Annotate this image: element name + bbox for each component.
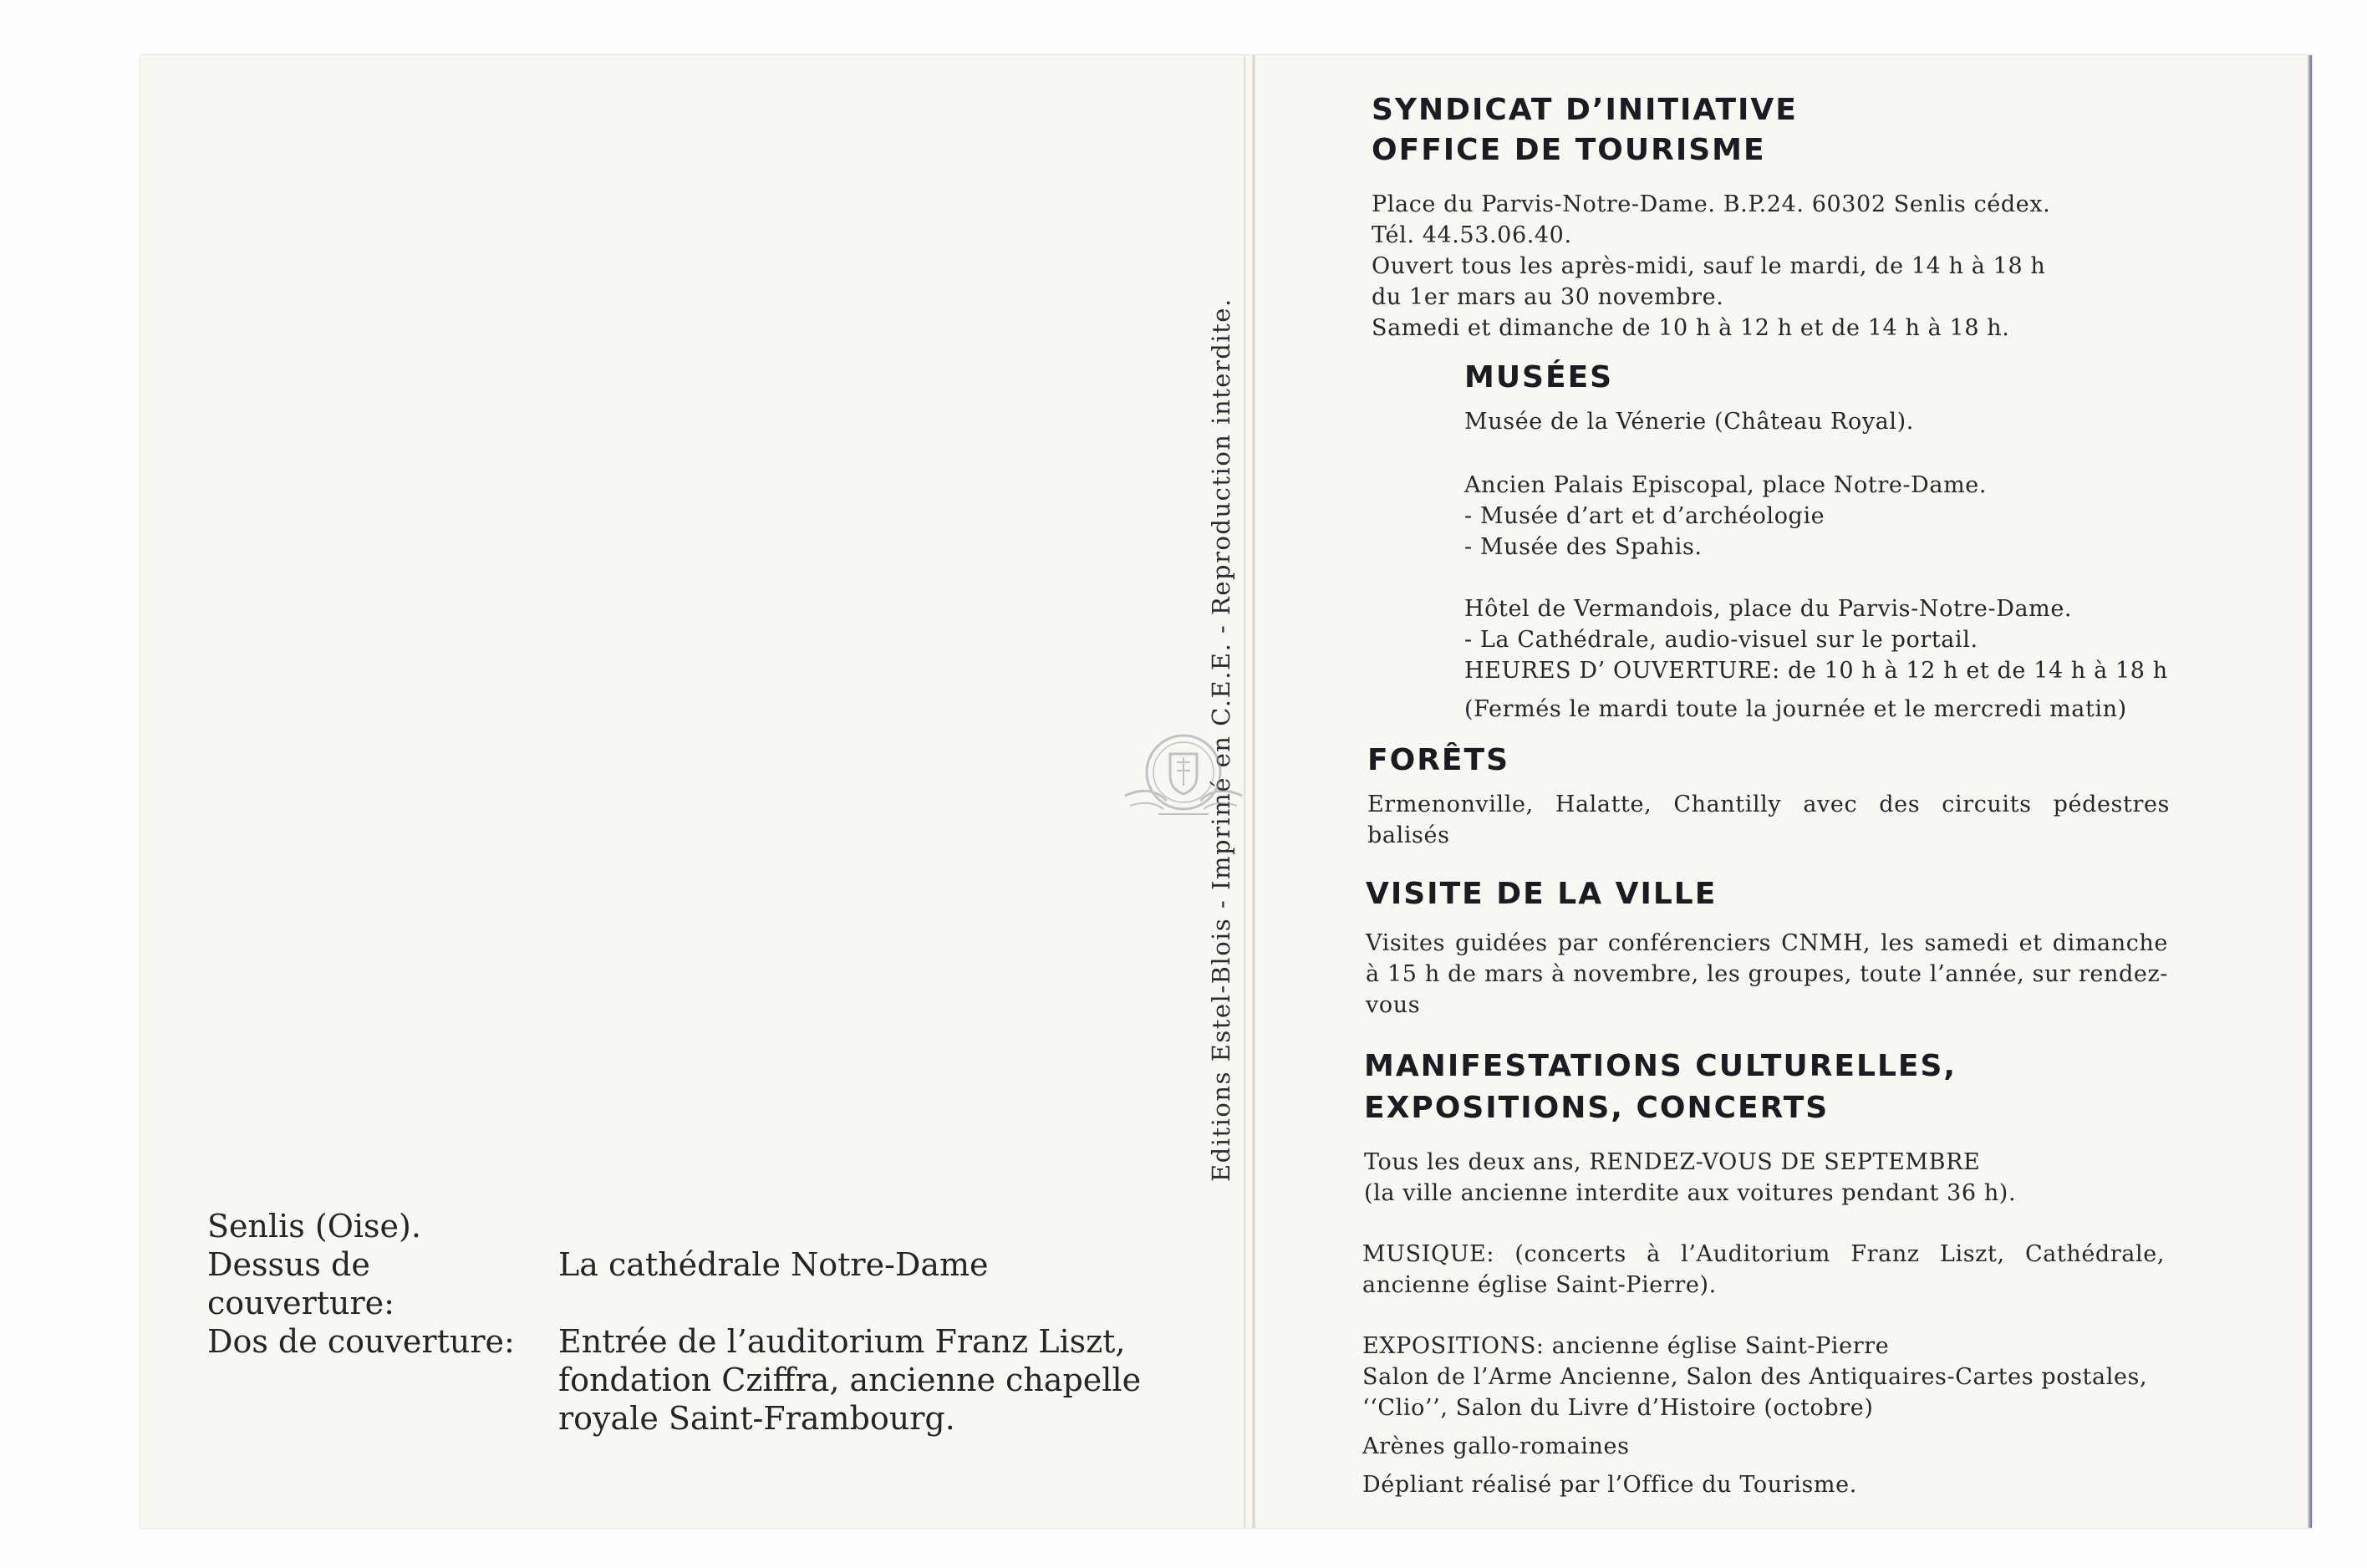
manifestations-arenes: Arènes gallo-romaines: [1362, 1433, 1630, 1459]
musees-note: (Fermés le mardi toute la journée et le mercredi matin): [1464, 696, 2127, 722]
caption-value: Entrée de l’auditorium Franz Liszt, fondation Cziffra, ancienne chapelle royale Saint-Frambourg.: [558, 1323, 1142, 1437]
forets-body: Ermenonville, Halatte, Chantilly avec des circuits pédestres balisés: [1367, 792, 2170, 848]
manifestations-rendezvous: Tous les deux ans, RENDEZ-VOUS DE SEPTEMBRE (la ville ancienne interdite aux voitures pendant 36 h).: [1364, 1149, 2017, 1206]
caption-value: La cathédrale Notre-Dame: [558, 1246, 989, 1283]
syndicat-heading-2: OFFICE DE TOURISME: [1372, 133, 1766, 167]
manifestations-depliant: Dépliant réalisé par l’Office du Tourisme.: [1362, 1472, 1857, 1498]
card-edge: [2308, 55, 2312, 1528]
caption-title: Senlis (Oise).: [207, 1208, 421, 1245]
caption-label: Dessus de couverture:: [207, 1246, 394, 1321]
syndicat-heading-1: SYNDICAT D’INITIATIVE: [1372, 93, 1798, 127]
caption-row-front: [207, 1245, 1141, 1322]
syndicat-details: Place du Parvis-Notre-Dame. B.P.24. 60302 Senlis cédex. Tél. 44.53.06.40. Ouvert tous les après-midi, sauf le mardi, de 14 h à 18 h du 1er mars au 30 novembre. Samedi et dimanche de 10 h à 12 h et de 14 h à 18 h.: [1372, 191, 2051, 341]
caption-row-back: [207, 1322, 1141, 1438]
musees-item-palais: Ancien Palais Episcopal, place Notre-Dame. - Musée d’art et d’archéologie - Musée des Spahis.: [1464, 472, 1988, 560]
forets-heading: FORÊTS: [1367, 743, 1509, 777]
coat-of-arms-stamp-icon: [1118, 722, 1249, 853]
caption-label: Dos de couverture:: [207, 1323, 515, 1360]
manifestations-expositions: EXPOSITIONS: ancienne église Saint-Pierre Salon de l’Arme Ancienne, Salon des Antiquaires-Cartes postales, ‘‘Clio’’, Salon du Livre d’Histoire (octobre): [1362, 1333, 2148, 1421]
musees-item-venerie: Musée de la Vénerie (Château Royal).: [1464, 409, 1914, 435]
visite-body: Visites guidées par conférenciers CNMH, les samedi et dimanche à 15 h de mars à novembre, les groupes, toute l’année, sur rendez-vous: [1366, 930, 2168, 1018]
manifestations-heading-1: MANIFESTATIONS CULTURELLES,: [1364, 1049, 1957, 1083]
spine-imprint: Editions Estel-Blois - Imprimé en C.E.E. - Reproduction interdite.: [1207, 298, 1235, 1182]
musees-item-vermandois: Hôtel de Vermandois, place du Parvis-Notre-Dame. - La Cathédrale, audio-visuel sur le portail. HEURES D’ OUVERTURE: de 10 h à 12 h et de 14 h à 18 h: [1464, 596, 2168, 684]
manifestations-heading-2: EXPOSITIONS, CONCERTS: [1364, 1091, 1830, 1125]
visite-heading: VISITE DE LA VILLE: [1366, 877, 1718, 911]
musees-heading: MUSÉES: [1464, 360, 1614, 395]
manifestations-musique: MUSIQUE: (concerts à l’Auditorium Franz Liszt, Cathédrale, ancienne église Saint-Pierre).: [1362, 1241, 2165, 1298]
fold-crease: [1252, 55, 1255, 1528]
cover-caption: [207, 1207, 1141, 1438]
